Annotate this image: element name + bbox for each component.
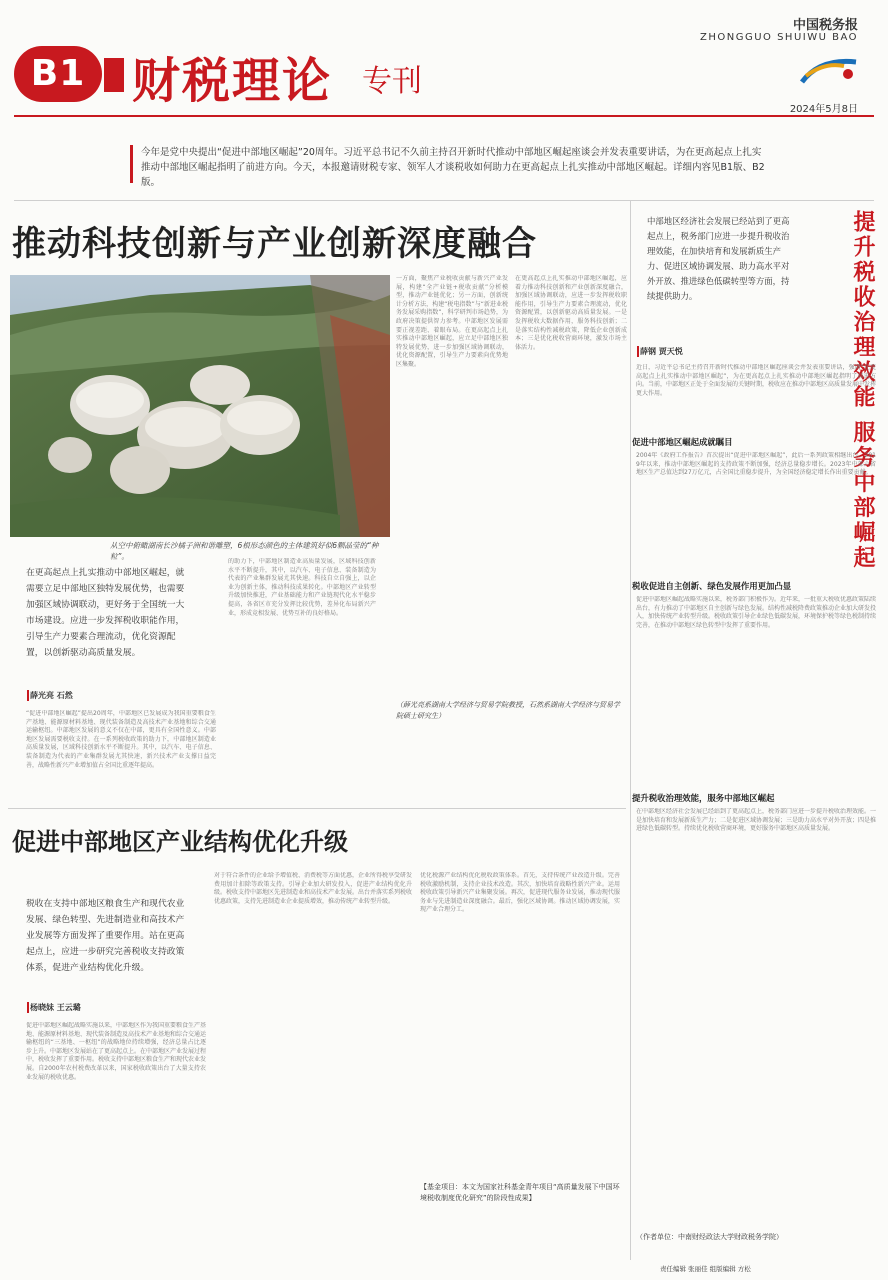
article1-col3: 的助力下，中部地区制造业高质量发展，区域科技创新水平不断提升，其中，以汽车、电子信息、装备制造为代表的产业集群发展尤其快速。科技自立自强上，以企业为创新主体，推动科技成果转化。中部地区产业转型升级加快推进，产业基础能力和产业链现代化水平稳步提高，各省区市充分发挥比较优势，差异化布局新兴产业，形成竞相发展、优势互补的良好格局。 — [228, 558, 376, 617]
article2-col2: 对于符合条件的企业给予增值税、消费税等方面优惠，企业所得税享受研发费用加计扣除等政策支持。引导企业加大研发投入，促进产业结构优化升级。税收支持中部地区先进制造业和高技术产业发展。出台并落实系列税收优惠政策，支持先进制造业企业提质增效，推动传统产业转型升级。 — [214, 872, 412, 905]
article1-author-note: （薛光亮系湖南大学经济与贸易学院教授，石然系湖南大学经济与贸易学院硕士研究生） — [396, 701, 620, 720]
article1-byline: 薛光亮 石然 — [30, 691, 73, 700]
right-subhead2: 税收促进自主创新、绿色发展作用更加凸显 — [632, 581, 792, 591]
right-vertical-title: 提升税收治理效能 服务中部崛起 — [850, 210, 876, 571]
newspaper-name-en: ZHONGGUO SHUIWU BAO — [699, 32, 858, 43]
newspaper-name: 中国税务报 — [792, 18, 858, 33]
article2-col1: 促进中部地区崛起战略实施以来，中部地区作为我国重要粮食生产基地、能源原材料基地、现代装备制造及高技术产业基地和综合交通运输枢纽的“三基地、一枢纽”的战略地位持续增强，经济总量占比逐步上升。中部地区发展站在了更高起点上。在中部地区产业发展过程中，税收发挥了重要作用。税收支持中部地区粮食生产和现代农业发展。自2000年农村税费改革以来，国家税收政策出台了大量支持农业发展的税收优惠。 — [26, 1022, 206, 1081]
newspaper-logo-icon — [798, 52, 860, 88]
article1-photo — [10, 275, 390, 537]
section-subtitle: 专刊 — [362, 64, 422, 99]
right-text2: 2004年《政府工作报告》首次提出“促进中部地区崛起”，此后一系列政策相继出台。2019年以来，推动中部地区崛起的支持政策不断加强，经济总量稳步增长。2023年中部六省地区生产总值达到27万亿元，占全国比重稳步提升，为全国经济稳定增长作出重要贡献。 — [636, 452, 876, 477]
article2-byline: 杨晓妹 王云璐 — [30, 1003, 81, 1012]
article1-photo-caption: 从空中俯瞰湖南长沙橘子洲和谐雕塑，6根形态颜色的主体建筑好似6颗晶莹的“种粒”。 — [110, 541, 379, 561]
masthead-divider — [14, 115, 874, 117]
article2-summary: 税收在支持中部地区粮食生产和现代农业发展、绿色转型、先进制造业和高技术产业发展等方面发挥了重要作用。站在更高起点上，应进一步研究完善税收支持政策体系，促进产业结构优化升级。 — [26, 899, 185, 973]
column-divider — [630, 200, 631, 1260]
issue-date: 2024年5月8日 — [789, 104, 858, 115]
article1-col4: 在更高起点上扎实推动中部地区崛起，应着力推动科技创新和产业创新深度融合，加强区域协调联动，应进一步发挥税收职能作用，引导生产力要素合理流动，优化资源配置，以创新驱动高质量发展。一是发挥税收大数据作用，服务科技创新；二是落实结构性减税政策，降低企业创新成本；三是优化税收营商环境，激发市场主体活力。 — [515, 275, 627, 351]
section-title: 财税理论 — [132, 53, 333, 109]
right-author-note: （作者单位：中南财经政法大学财政税务学院） — [636, 1233, 783, 1241]
intro-note: 今年是党中央提出“促进中部地区崛起”20周年。习近平总书记不久前主持召开新时代推动中部地区崛起座谈会并发表重要讲话，为在更高起点上扎实推动中部地区崛起指明了前进方向。今天，本报邀请财税专家、领军人才谈税收如何助力在更高起点上扎实推动中部地区崛起。详细内容见B1版、B2版。 — [130, 145, 770, 183]
article2-headline: 促进中部地区产业结构优化升级 — [12, 827, 348, 856]
article1-headline: 推动科技创新与产业创新深度融合 — [12, 224, 537, 264]
right-text1: 近日，习近平总书记主持召开新时代推动中部地区崛起座谈会并发表重要讲话，强调“在更高起点上扎实推动中部地区崛起”，为在更高起点上扎实推动中部地区崛起指明了前进方向。当前，中部地区正处于全面发展的关键时期，税收应在推动中部地区高质量发展中发挥更大作用。 — [636, 364, 876, 397]
right-subhead1: 促进中部地区崛起成就瞩目 — [632, 437, 733, 447]
right-text3: 促进中部地区崛起战略实施以来，税务部门积极作为。近年来，一批重大税收优惠政策陆续出台，有力推动了中部地区自主创新与绿色发展。结构性减税降费政策推动企业加大研发投入，加快传统产业转型升级。税收政策引导企业绿色低碳发展，环境保护税等绿色税制持续完善，在推动中部地区绿色转型中发挥了重要作用。 — [636, 596, 876, 629]
right-text4: 在中部地区经济社会发展已经站到了更高起点上，税务部门应进一步提升税收治理效能。一是加快培育和发展新质生产力；二是促进区域协调发展；三是助力高水平对外开放；四是推进绿色低碳转型。持续优化税收营商环境，更好服务中部地区高质量发展。 — [636, 808, 876, 833]
right-summary: 中部地区经济社会发展已经站到了更高起点上，税务部门应进一步提升税收治理效能，在加快培育和发展新质生产力、促进区域协调发展、助力高水平对外开放、推进绿色低碳转型等方面，持续提供助力。 — [647, 216, 790, 301]
page-editors: 责任编辑 张丽佳 组版编辑 方松 — [660, 1265, 751, 1273]
right-subhead3: 提升税收治理效能，服务中部地区崛起 — [632, 793, 775, 803]
page-badge: B1 — [14, 46, 102, 102]
article2-col3: 优化税源产业结构优化税收政策体系。首先，支持传统产业改造升级。完善税收激励机制，支持企业技术改造。其次，加快培育战略性新兴产业。运用税收政策引导新兴产业集聚发展。再次，促进现代服务业发展，推动现代服务业与先进制造业深度融合。最后，强化区域协调。推动区域协调发展，实现产业合理分工。 — [420, 872, 620, 914]
article1-col1: “促进中部地区崛起”提出20周年，中部地区已发展成为我国重要粮食生产基地、能源原材料基地、现代装备制造及高技术产业基地和综合交通运输枢纽。中部地区发展的意义不仅在中部，更具有全国性意义。中部地区发展需要税收支持。在一系列税收政策的助力下，中部地区制造业高质量发展，区域科技创新水平不断提升。其中，以汽车、电子信息、装备制造为代表的产业集群发展尤其快速，新兴技术产业支撑日益完善，战略性新兴产业增加值占全国比重逐年提高。 — [26, 710, 216, 769]
article1-summary: 在更高起点上扎实推动中部地区崛起，就需要立足中部地区独特发展优势，也需要加强区域协调联动，更好务于全国统一大市场建设。应进一步发挥税收职能作用，引导生产力要素合理流动，优化资源配置，以创新驱动高质量发展。 — [26, 568, 185, 658]
article2-fund-note: 【基金项目：本文为国家社科基金青年项目“高质量发展下中国环境税收制度优化研究”的阶段性成果】 — [420, 1183, 620, 1202]
title-accent-bar — [104, 58, 124, 92]
article-divider — [8, 808, 626, 809]
right-byline: 薛钢 贾天悦 — [640, 347, 683, 356]
article1-col2: 一方面，聚焦产业税收贡献与新兴产业发展，构建“全产业链+税收贡献”分析模型，推动产业链优化；另一方面，创新统计分析方法，构建“税电指数”与“新进业税务发展采购指数”，科学研判市场趋势，为政府决策提供智力参考。中部地区发展需要正视差距、着眼布局。在更高起点上扎实推动中部地区崛起，应立足中部地区独特发展优势，进一步加强区域协调联动，优化资源配置，引导生产力要素向优势地区集聚。 — [396, 275, 508, 368]
divider — [14, 200, 874, 201]
